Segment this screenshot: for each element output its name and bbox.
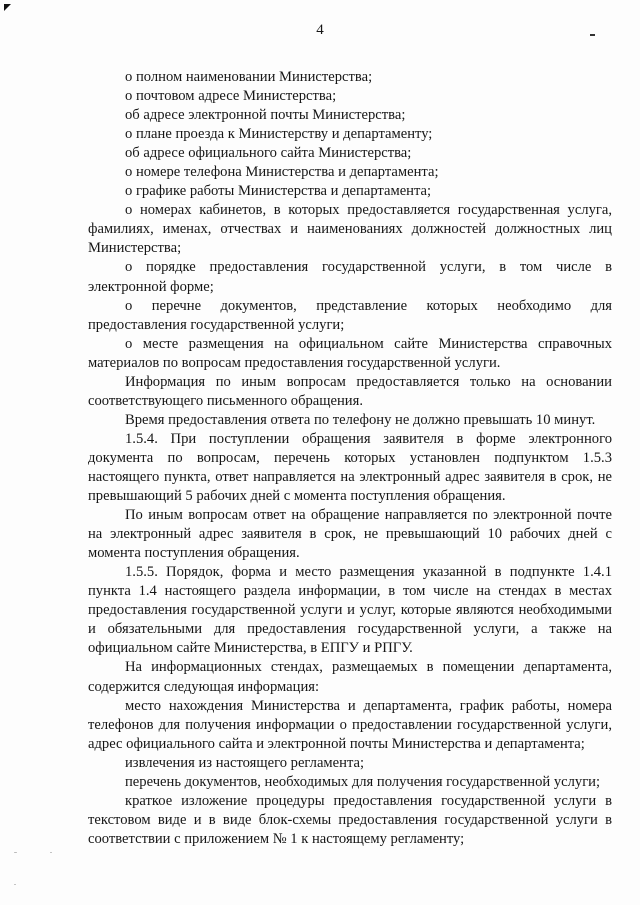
paragraph: краткое изложение процедуры предоставления государственной услуги в текстовом виде и в виде блок-схемы предоставления государственной услуги в соответствии с приложением № 1 к настоящему регламенту; — [88, 792, 612, 847]
paragraph: о плане проезда к Министерству и департаменту; — [125, 126, 433, 143]
paragraph: о месте размещения на официальном сайте Министерства справочных материалов по вопросам предоставления государственной услуги. — [88, 335, 612, 371]
paragraph: о перечне документов, представление которых необходимо для предоставления государственной услуги; — [88, 297, 612, 333]
paragraph: о номере телефона Министерства и департамента; — [125, 164, 439, 181]
scan-speck — [50, 852, 52, 853]
paragraph: об адресе электронной почты Министерства; — [125, 107, 406, 124]
paragraph: о графике работы Министерства и департамента; — [125, 183, 432, 200]
paragraph: о порядке предоставления государственной услуги, в том числе в электронной форме; — [88, 259, 612, 295]
page-number: 4 — [316, 22, 324, 38]
paragraph: Время предоставления ответа по телефону не должно превышать 10 минут. — [125, 411, 596, 428]
paragraph: 1.5.5. Порядок, форма и место размещения указанной в подпункте 1.4.1 пункта 1.4 настоящего раздела информации, в том числе на стендах в местах предоставления государственной услуги и услуг, которые являются необходимыми и обязательными для предоставления государственной услуги, а также на официальном сайте Министерства, в ЕПГУ и РПГУ. — [88, 564, 612, 657]
paragraph: На информационных стендах, размещаемых в помещении департамента, содержится следующая информация: — [88, 659, 612, 695]
paragraph: об адресе официального сайта Министерства; — [125, 145, 412, 162]
paragraph: перечень документов, необходимых для получения государственной услуги; — [125, 773, 601, 790]
paragraph: о полном наименовании Министерства; — [125, 69, 373, 85]
scan-corner-mark — [4, 4, 11, 11]
paragraph: По иным вопросам ответ на обращение направляется по электронной почте на электронный адрес заявителя в срок, не превышающий 10 рабочих дней с момента поступления обращения. — [88, 507, 612, 562]
paragraph: о почтовом адресе Министерства; — [125, 88, 337, 105]
paragraph: 1.5.4. При поступлении обращения заявителя в форме электронного документа по вопросам, перечень которых установлен подпунктом 1.5.3 настоящего пункта, ответ направляется на электронный адрес заявителя в срок, не превышающий 5 рабочих дней с момента поступления обращения. — [88, 430, 612, 505]
document-body — [88, 68, 612, 849]
scan-speck — [14, 852, 17, 853]
paragraph: о номерах кабинетов, в которых предоставляется государственная услуга, фамилиях, именах, отчествах и наименованиях должностей должностных лиц Министерства; — [88, 202, 612, 257]
scan-speck — [14, 884, 16, 885]
paragraph: извлечения из настоящего регламента; — [125, 754, 365, 771]
paragraph: место нахождения Министерства и департамента, график работы, номера телефонов для получения информации о предоставлении государственной услуги, адрес официального сайта и электронной почты Министерства и департамента; — [88, 697, 612, 752]
paragraph: Информация по иным вопросам предоставляется только на основании соответствующего письменного обращения. — [88, 373, 612, 409]
